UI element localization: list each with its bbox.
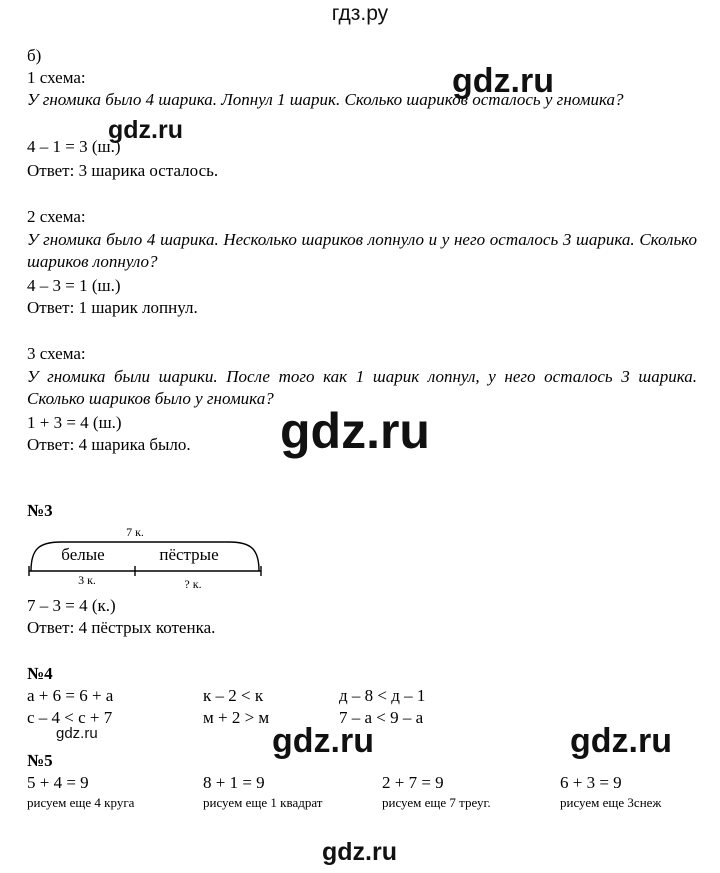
left-part-label: белые — [61, 545, 105, 564]
scheme-equation: 4 – 1 = 3 (ш.) — [27, 137, 121, 156]
task5-note: рисуем еще 4 круга — [27, 795, 135, 810]
inequality: к – 2 < к — [203, 686, 264, 705]
watermark: gdz.ru — [272, 722, 374, 760]
part-label: б) — [27, 46, 42, 65]
watermark: gdz.ru — [108, 116, 183, 144]
scheme-equation: 1 + 3 = 4 (ш.) — [27, 413, 122, 432]
right-value-label: ? к. — [184, 577, 202, 591]
right-part-label: пёстрые — [159, 545, 219, 564]
watermark: gdz.ru — [56, 725, 98, 742]
scheme-answer: Ответ: 4 шарика было. — [27, 435, 191, 454]
scheme-title: 3 схема: — [27, 344, 86, 363]
left-value-label: 3 к. — [78, 573, 96, 587]
task5-equation: 6 + 3 = 9 — [560, 773, 622, 792]
task5-note: рисуем еще 3снеж — [560, 795, 662, 810]
scheme-title: 1 схема: — [27, 68, 86, 87]
inequality: д – 8 < д – 1 — [339, 686, 426, 705]
inequality: 7 – а < 9 – а — [339, 708, 424, 727]
scheme-title: 2 схема: — [27, 207, 86, 226]
task5-equation: 2 + 7 = 9 — [382, 773, 444, 792]
segment-diagram — [27, 520, 267, 596]
scheme-problem: У гномика было 4 шарика. Лопнул 1 шарик. Сколько шариков осталось у гномика? — [27, 90, 624, 109]
scheme-answer: Ответ: 3 шарика осталось. — [27, 161, 219, 180]
task5-equation: 8 + 1 = 9 — [203, 773, 265, 792]
task-answer: Ответ: 4 пёстрых котенка. — [27, 618, 216, 637]
watermark: gdz.ru — [452, 62, 554, 100]
task-number: №5 — [27, 751, 53, 770]
task-number: №3 — [27, 501, 53, 520]
task5-equation: 5 + 4 = 9 — [27, 773, 89, 792]
task5-note: рисуем еще 1 квадрат — [203, 795, 323, 810]
watermark: gdz.ru — [570, 722, 672, 760]
inequality: а + 6 = 6 + а — [27, 686, 114, 705]
watermark: gdz.ru — [322, 838, 397, 866]
inequality: с – 4 < с + 7 — [27, 708, 113, 727]
segment-diagram-svg — [27, 520, 267, 596]
total-label: 7 к. — [126, 525, 144, 539]
watermark: gdz.ru — [280, 403, 430, 459]
task-equation: 7 – 3 = 4 (к.) — [27, 596, 116, 615]
scheme-problem: У гномика были шарики. После того как 1 шарик лопнул, у него осталось 3 шарика. Сколько шариков было у гномика? — [27, 367, 697, 408]
scheme-answer: Ответ: 1 шарик лопнул. — [27, 298, 198, 317]
task5-note: рисуем еще 7 треуг. — [382, 795, 491, 810]
inequality: м + 2 > м — [203, 708, 270, 727]
site-title: гдз.ру — [331, 2, 389, 25]
scheme-equation: 4 – 3 = 1 (ш.) — [27, 276, 121, 295]
task-number: №4 — [27, 664, 53, 683]
scheme-problem: У гномика было 4 шарика. Несколько шариков лопнуло и у него осталось 3 шарика. Сколько шариков лопнуло? — [27, 230, 697, 271]
